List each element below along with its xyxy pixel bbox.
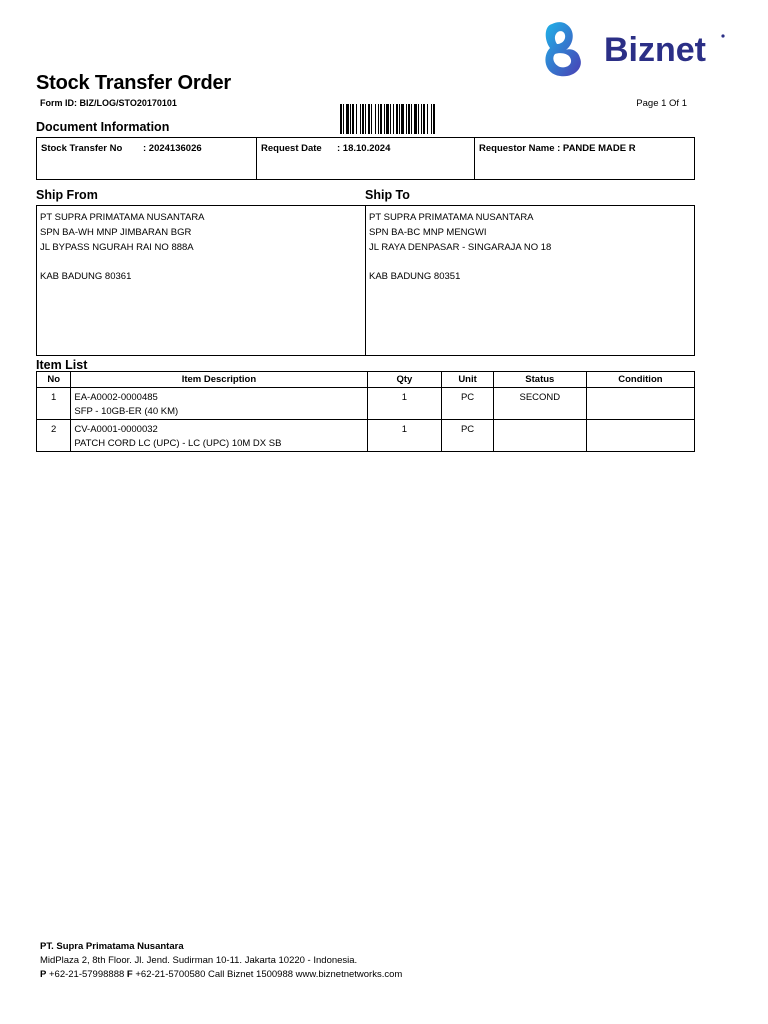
ship-to-box [365,205,695,356]
ship-from-heading: Ship From [36,188,98,202]
item-status: SECOND [493,388,586,420]
item-desc-text: SFP - 10GB-ER (40 KM) [74,406,179,417]
request-date-value: : 18.10.2024 [337,143,391,154]
ship-from-site: SPN BA-WH MNP JIMBARAN BGR [40,227,192,238]
item-table [36,371,695,452]
item-condition [586,420,694,452]
footer-company: PT. Supra Primatama Nusantara [40,941,184,952]
ship-to-city: KAB BADUNG 80351 [369,271,461,282]
col-no-header: No [37,372,71,388]
item-description [71,420,367,452]
item-unit: PC [442,388,494,420]
form-id: Form ID: BIZ/LOG/STO20170101 [40,98,177,108]
request-date-cell [257,138,475,179]
ship-from-street: JL BYPASS NGURAH RAI NO 888A [40,242,194,253]
footer-contact [40,968,402,982]
phone-number: +62-21-57998888 [46,969,127,980]
stock-transfer-label: Stock Transfer No [41,143,123,154]
ship-to-heading: Ship To [365,188,410,202]
item-no: 2 [37,420,71,452]
phone-label: P [40,969,47,980]
document-information-box [36,137,695,180]
request-date-label: Request Date [261,143,322,154]
item-status [493,420,586,452]
biznet-logo [540,16,730,82]
requestor-name: Requestor Name : PANDE MADE R [479,143,636,154]
item-code: EA-A0002-0000485 [74,392,158,403]
table-header-row [37,372,695,388]
item-description [71,388,367,420]
ship-from-company: PT SUPRA PRIMATAMA NUSANTARA [40,212,205,223]
col-qty-header: Qty [367,372,442,388]
table-row [37,388,695,420]
table-row [37,420,695,452]
footer [40,940,402,982]
col-status-header: Status [493,372,586,388]
ship-from-city: KAB BADUNG 80361 [40,271,132,282]
item-qty: 1 [367,388,442,420]
item-unit: PC [442,420,494,452]
item-no: 1 [37,388,71,420]
fax-and-contact: +62-21-5700580 Call Biznet 1500988 www.biznetnetworks.com [132,969,403,980]
requestor-cell [475,138,695,179]
footer-address: MidPlaza 2, 8th Floor. Jl. Jend. Sudirman 10-11. Jakarta 10220 - Indonesia. [40,955,358,966]
col-condition-header: Condition [586,372,694,388]
ship-to-site: SPN BA-BC MNP MENGWI [369,227,487,238]
logo-wordmark: Biznet [604,31,706,69]
ship-from-box [36,205,366,356]
barcode [340,104,468,134]
item-code: CV-A0001-0000032 [74,424,158,435]
page-title: Stock Transfer Order [36,72,231,94]
item-desc-text: PATCH CORD LC (UPC) - LC (UPC) 10M DX SB [74,438,282,449]
item-list-heading: Item List [36,358,88,372]
ship-to-street: JL RAYA DENPASAR - SINGARAJA NO 18 [369,242,552,253]
item-qty: 1 [367,420,442,452]
col-unit-header: Unit [442,372,494,388]
stock-transfer-value: : 2024136026 [143,143,202,154]
item-condition [586,388,694,420]
ship-to-company: PT SUPRA PRIMATAMA NUSANTARA [369,212,534,223]
fax-label: F [126,969,133,980]
page-number: Page 1 Of 1 [636,98,687,109]
stock-transfer-cell [37,138,257,179]
document-information-heading: Document Information [36,120,170,134]
col-description-header: Item Description [71,372,367,388]
